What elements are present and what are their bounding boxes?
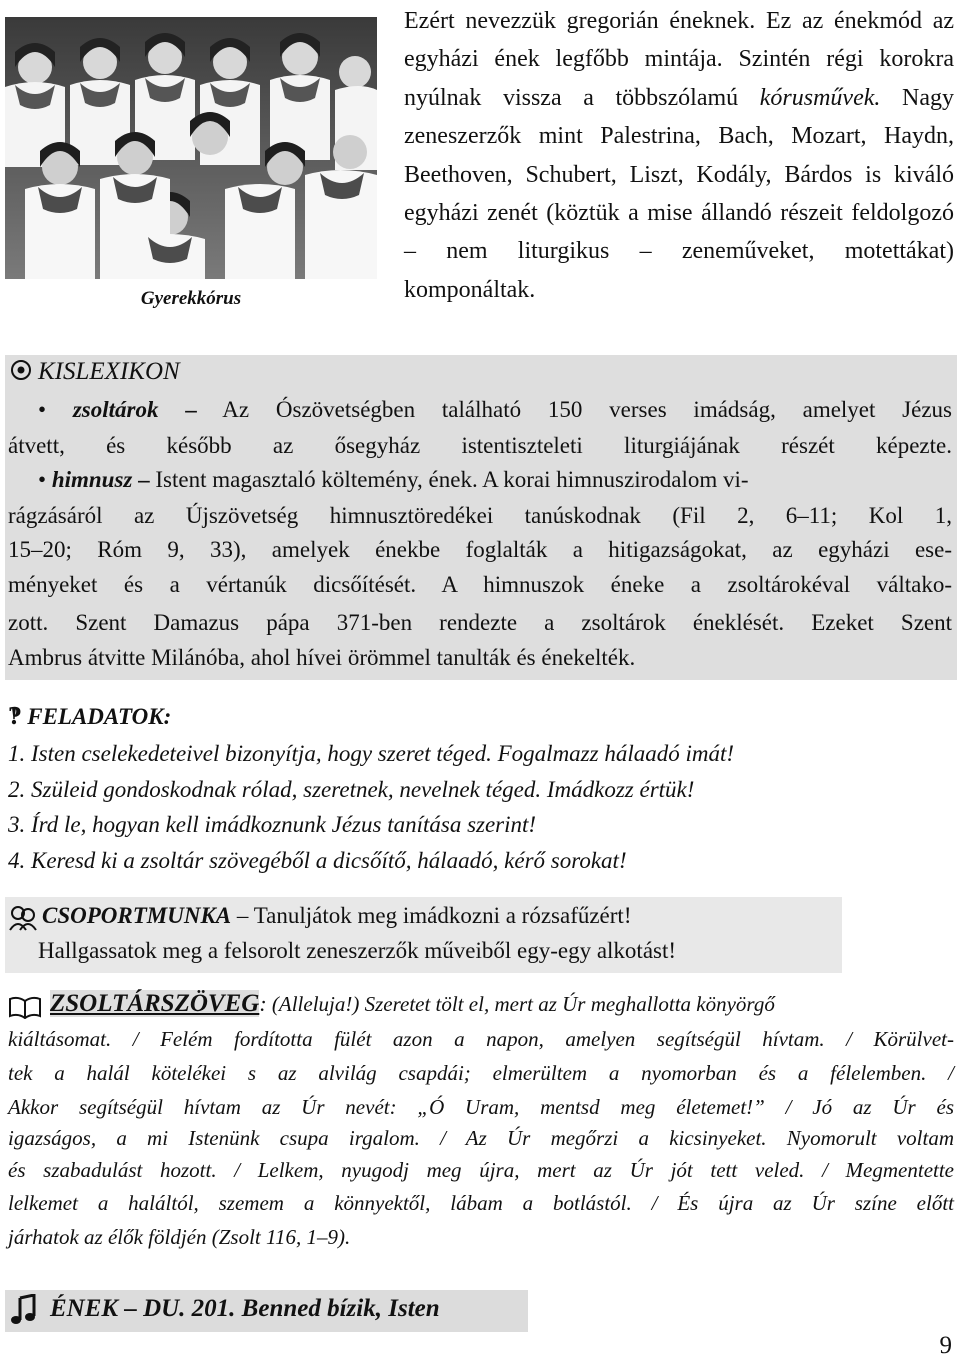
group-work-line-1: CSOPORTMUNKA – Tanuljátok meg imádkozni a rózsafűzért! [42,903,632,928]
choir-photo [5,17,377,279]
page-number: 9 [939,1332,952,1359]
group-work-line-2: Hallgassatok meg a felsorolt zeneszerzők műveiből egy-egy alkotást! [38,938,677,963]
lexikon-line-3: • himnusz – Istent magasztaló költemény, ének. A korai himnuszirodalom vi- [38,467,749,492]
intro-italic-term: kórusművek. [759,84,881,111]
people-icon [8,904,38,932]
kislexikon-heading [10,358,180,386]
lexikon-line-4: rágzásáról az Újszövetség himnusztöredékei tanúskodnak (Fil 2, 6–11; Kol 1, [8,503,952,528]
song-title: ÉNEK – DU. 201. Benned bízik, Isten [50,1295,440,1322]
term-zsoltarok: zsoltárok [72,397,159,422]
intro-text-end: Nagy zeneszerzők mint Palestrina, Bach, Mozart, Haydn, Beethoven, Schubert, Liszt, Kodály, Bárdos is kiváló egyházi zenét (köztük a mise állandó részeit feldolgozó – nem liturgikus – zeneműveket, motettákat) komponáltak. [404,84,954,303]
intro-text-start: Ezért nevezzük gregorián éneknek. Ez az énekmód az egyházi ének legfőbb mintája. Szintén régi korokra nyúlnak vissza a többszólamú [404,8,954,111]
lexikon-line-6: ményeket és a vértanúk dicsőítését. A himnuszok éneke a zsoltárokéval váltako- [8,572,952,597]
psalm-line-3: tek a halál kötelékei s az alvilág csapdái; elmerültem a nyomorban és a félelemben. / [8,1061,954,1085]
intro-paragraph [404,2,954,309]
task-item-1: 1. Isten cselekedeteivel bizonyítja, hogy szeret téged. Fogalmazz hálaadó imát! [8,741,735,766]
psalm-line-2: kiáltásomat. / Felém fordította fülét azon a napon, amelyen segítségül hívtam. / Körülvet- [8,1027,954,1051]
psalm-line-4: Akkor segítségül hívtam az Úr nevét: „Ó Uram, mentsd meg életemet!” / Jó az Úr és [8,1095,954,1119]
psalm-line-6: és szabadulást hozott. / Lelkem, nyugodj meg újra, mert az Úr jót tett veled. / Megmentette [8,1158,954,1182]
question-mark-icon: ‽ [8,704,22,729]
lexikon-line-7: zott. Szent Damazus pápa 371-ben rendezte a zsoltárok éneklését. Ezeket Szent [8,610,952,635]
task-item-4: 4. Keresd ki a zsoltár szövegéből a dicsőítő, hálaadó, kérő sorokat! [8,848,627,873]
psalm-line-8: járhatok az élők földjén (Zsolt 116, 1–9). [8,1225,351,1249]
open-book-icon [8,995,42,1019]
lexikon-line-1: • zsoltárok – Az Ószövetségben található 150 verses imádság, amelyet Jézus [38,397,953,422]
psalm-heading: ZSOLTÁRSZÖVEG [50,990,260,1017]
psalm-line-7: lelkemet a haláltól, szemem a könnyektől, lábam a botlástól. / És újra az Úr színe előtt [8,1191,954,1215]
lexikon-line-5: 15–20; Róm 9, 33), amelyek énekbe foglalták a hitigazságokat, az egyházi ese- [8,537,952,562]
term-himnusz: himnusz [51,467,133,492]
psalm-line-5: igazságos, a mi Istenünk csupa irgalom. / Az Úr megőrzi a kicsinyeket. Nyomorult voltam [8,1126,954,1150]
group-work-heading: CSOPORTMUNKA [42,903,232,928]
task-item-2: 2. Szüleid gondoskodnak rólad, szeretnek, nevelnek téged. Imádkozz értük! [8,777,695,802]
photo-caption: Gyerekkórus [140,288,242,309]
psalm-line-1: ZSOLTÁRSZÖVEG: (Alleluja!) Szeretet tölt el, mert az Úr meghallotta könyörgő [50,990,775,1017]
clock-circle-icon [10,359,32,381]
lexikon-line-8: Ambrus átvitte Milánóba, ahol hívei örömmel tanulták és énekelték. [8,645,636,670]
lexikon-line-2: átvett, és később az ősegyház istentiszteleti liturgiájának részét képezte. [8,433,952,458]
music-note-icon [10,1294,38,1326]
kislexikon-title: KISLEXIKON [38,358,180,385]
task-item-3: 3. Írd le, hogyan kell imádkoznunk Jézus tanítása szerint! [8,812,537,837]
choir-illustration [5,17,377,279]
tasks-heading: ‽ FELADATOK: [8,704,172,729]
